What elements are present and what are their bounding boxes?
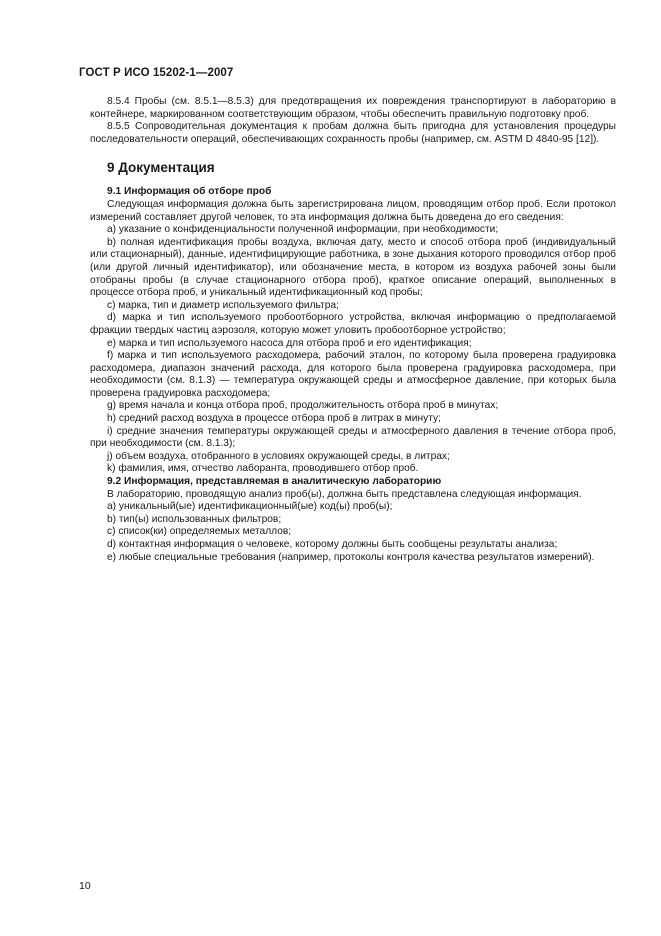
list-item-9-2-a: a) уникальный(ые) идентификационный(ые) код(ы) проб(ы); [107, 501, 393, 513]
list-item-9-1-h: h) средний расход воздуха в процессе отбора проб в литрах в минуту; [107, 413, 441, 425]
subsection-9-2-intro: В лабораторию, проводящую анализ проб(ы), должна быть представлена следующая информация. [107, 488, 582, 500]
list-item-9-1-i: i) средние значения температуры окружающей среды и атмосферного давления в течение отбора проб, при необходимости (см. 8.1.3); [90, 425, 616, 450]
list-item-9-1-e: e) марка и тип используемого насоса для отбора проб и его идентификация; [107, 337, 472, 349]
subsection-9-1-title: 9.1 Информация об отборе проб [107, 186, 272, 198]
list-item-9-1-a: a) указание о конфиденциальности полученной информации, при необходимости; [107, 224, 499, 236]
document-code-header: ГОСТ Р ИСО 15202-1—2007 [79, 67, 234, 79]
paragraph-8-5-5: 8.5.5 Сопроводительная документация к пробам должна быть пригодна для установления процедуры последовательности операций, обеспечивающих сохранность пробы (например, см. ASTM D 4840-95 [12]). [90, 121, 616, 145]
section-9-title: 9 Документация [107, 160, 215, 176]
list-item-9-2-e: e) любые специальные требования (например, протоколы контроля качества результатов измерений). [107, 551, 595, 563]
list-item-9-1-g: g) время начала и конца отбора проб, продолжительность отбора проб в минутах; [107, 400, 499, 412]
list-item-9-2-c: c) список(ки) определяемых металлов; [107, 526, 292, 538]
page-number: 10 [79, 880, 91, 892]
paragraph-8-5-4: 8.5.4 Пробы (см. 8.5.1—8.5.3) для предотвращения их повреждения транспортируют в лабораторию в контейнере, маркированном соответствующим образом, чтобы обеспечить правильную подготовку проб. [90, 96, 616, 120]
subsection-9-1-intro: Следующая информация должна быть зарегистрирована лицом, проводящим отбор проб. Если протокол измерений составляет другой человек, то эта информация должна быть доведена до его сведения: [90, 198, 616, 223]
list-item-9-1-f: f) марка и тип используемого расходомера, рабочий эталон, по которому была проверена градуировка расходомера, диапазон значений расхода, для которого была проверена градуировка расходомера, при необходимости (см. 8.1.3) — температура окружающей среды и атмосферное давление, при которых была проверена градуировка расходомера; [90, 350, 616, 399]
list-item-9-1-b: b) полная идентификация пробы воздуха, включая дату, место и способ отбора проб (индивидуальный или стационарный), данные, идентифицирующие работника, в зоне дыхания которого проводился отбор проб (или другой личный идентификатор), или обозначение места, в котором из воздуха рабочей зоны были отобраны пробы (в случае стационарного отбора проб), краткое описание операций, выполненных в процессе отбора проб, и уникальный идентификационный код пробы; [90, 236, 616, 299]
page-content [90, 96, 616, 564]
list-item-9-1-j: j) объем воздуха, отобранного в условиях окружающей среды, в литрах; [107, 450, 450, 462]
list-item-9-2-b: b) тип(ы) использованных фильтров; [107, 513, 282, 525]
subsection-9-2-title: 9.2 Информация, представляемая в аналитическую лабораторию [107, 476, 442, 488]
list-item-9-1-k: k) фамилия, имя, отчество лаборанта, проводившего отбор проб. [107, 463, 419, 475]
list-item-9-1-d: d) марка и тип используемого пробоотборного устройства, включая информацию о предполагаемой фракции твердых частиц аэрозоля, которую может уловить пробоотборное устройство; [90, 312, 616, 336]
list-item-9-2-d: d) контактная информация о человеке, которому должны быть сообщены результаты анализа; [107, 539, 558, 550]
list-item-9-1-c: c) марка, тип и диаметр используемого фильтра; [107, 299, 339, 311]
